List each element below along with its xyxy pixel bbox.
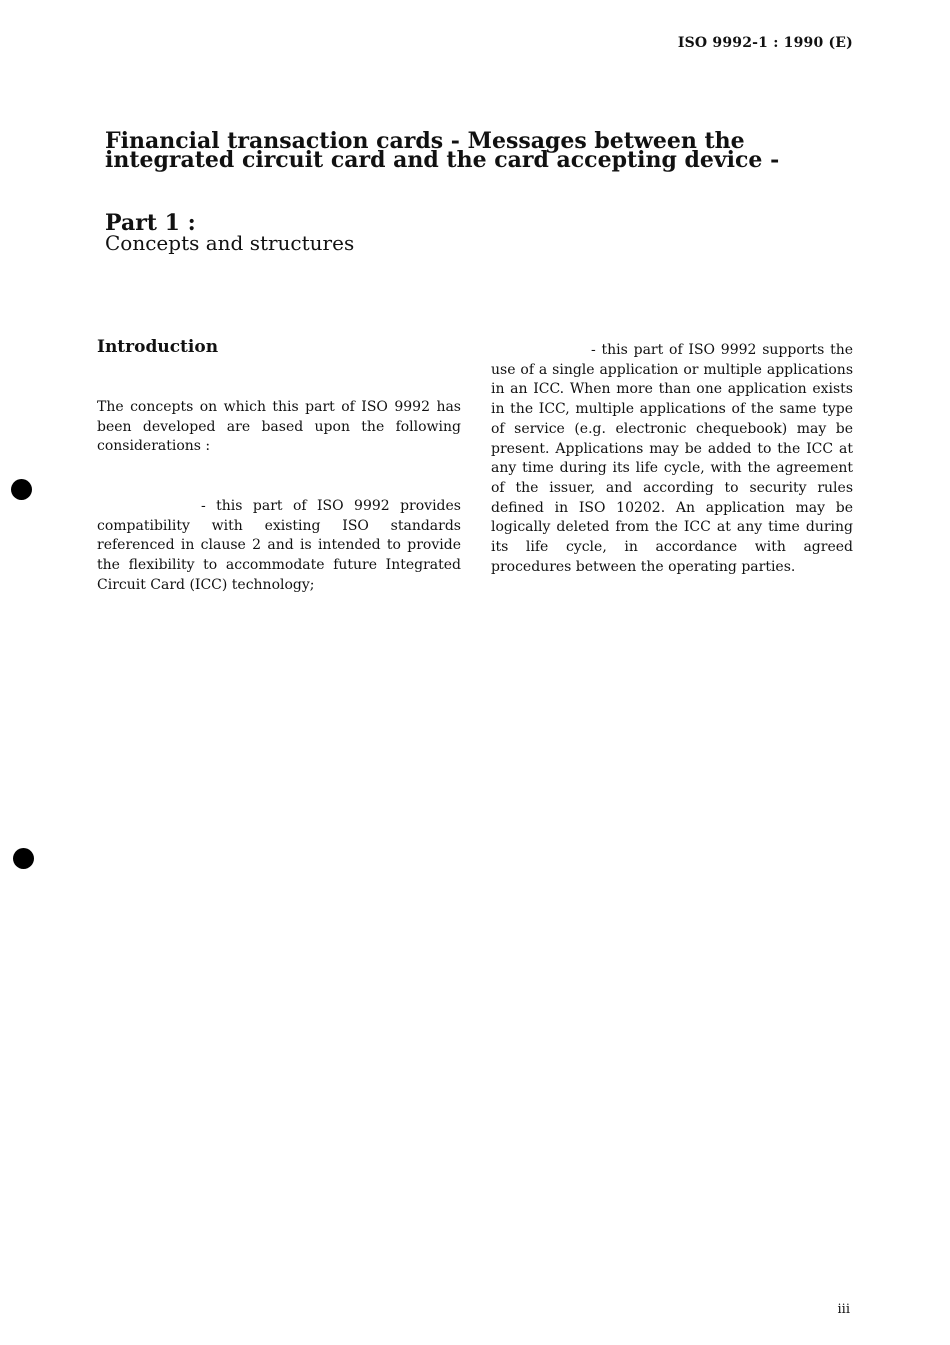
page-number: iii [837,1302,850,1317]
document-reference: ISO 9992-1 : 1990 (E) [677,35,853,51]
punch-hole-mark-bottom [13,848,34,869]
document-title: Financial transaction cards - Messages between the integrated circuit card and the card accepting device - [105,128,780,173]
intro-paragraph-compatibility: - this part of ISO 9992 provides compatibility with existing ISO standards referenced in clause 2 and is intended to provide the flexibility to accommodate future Integrated Circuit Card (ICC) technology; [97,498,461,593]
intro-paragraph-considerations: The concepts on which this part of ISO 9992 has been developed are based upon the following considerations : [97,399,461,455]
introduction-heading: Introduction [97,337,219,357]
part-subtitle: Concepts and structures [105,231,355,255]
part-label: Part 1 : [105,210,196,236]
intro-paragraph-applications: - this part of ISO 9992 supports the use of a single application or multiple applications in an ICC. When more than one application exists in the ICC, multiple applications of the same type of service (e.g. electronic chequebook) may be present. Applications may be added to the ICC at any time during its life cycle, with the agreement of the issuer, and according to security rules defined in ISO 10202. An application may be logically deleted from the ICC at any time during its life cycle, in accordance with agreed procedures between the operating parties. [491,342,853,575]
punch-hole-mark-top [11,479,32,500]
